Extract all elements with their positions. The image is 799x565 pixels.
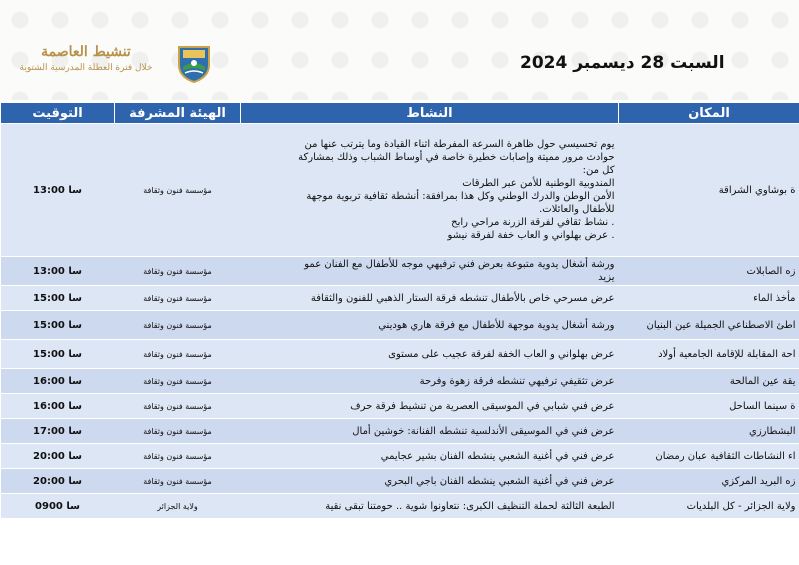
brand-subtitle: خلال فترة العطلة المدرسية الشتوية	[19, 63, 153, 73]
activity-line: ورشة أشغال يدوية متبوعة بعرض فني ترفيهي موجه للأطفال مع الفنان عمو	[304, 259, 615, 270]
table-row	[1, 419, 799, 444]
activity-line: عرض فني في أغنية الشعبي ينشطه الفنان باجي البحري	[384, 475, 615, 487]
organizer-cell: مؤسسة فنون وثقافة	[115, 340, 241, 369]
brand-title: تنشيط العاصمة	[41, 44, 131, 60]
activity-line: يزيد	[598, 272, 615, 283]
table-row	[1, 311, 799, 340]
activity-line: الطبعة الثالثة لحملة التنظيف الكبرى: نتعاونوا شوية .. حومتنا تبقى نقية	[325, 500, 615, 512]
table-row	[1, 394, 799, 419]
activity-line: المندوبية الوطنية للأمن عبر الطرقات	[462, 178, 615, 189]
time-cell: 16:00 سا	[1, 394, 115, 419]
place-cell: احة المقابلة للإقامة الجامعية أولاد	[619, 340, 799, 369]
place-cell: زه الصابلات	[619, 257, 799, 286]
activity-line: كل من:	[582, 165, 615, 176]
activity-line: عرض تثقيفي ترفيهي تنشطه فرقة زهوة وفرحة	[419, 375, 615, 387]
table-row	[1, 286, 799, 311]
activity-line: عرض مسرحي خاص بالأطفال تنشطه فرقة الستار الذهبي للفنون والثقافة	[310, 292, 615, 304]
table-row	[1, 369, 799, 394]
activity-line: عرض فني في أغنية الشعبي ينشطه الفنان بشير عجايمي	[380, 450, 615, 462]
table-row	[1, 340, 799, 369]
activity-line: للأطفال والعائلات.	[539, 204, 615, 215]
organizer-cell: ولاية الجزائر	[115, 494, 241, 519]
organizer-cell: مؤسسة فنون وثقافة	[115, 124, 241, 257]
time-cell: 13:00 سا	[1, 257, 115, 286]
organizer-cell: مؤسسة فنون وثقافة	[115, 257, 241, 286]
activity-line: عرض فني في الموسيقى الأندلسية تنشطه الفنانة: خوشين أمال	[352, 425, 615, 437]
activity-cell	[241, 369, 619, 394]
place-cell: زه البريد المركزي	[619, 469, 799, 494]
time-cell: 15:00 سا	[1, 286, 115, 311]
activity-line: ورشة أشغال يدوية موجهة للأطفال مع فرقة هاري هوديني	[378, 319, 615, 331]
activity-line: عرض فني شبابي في الموسيقى العصرية من تنشيط فرقة حرف	[350, 400, 615, 412]
time-cell: 13:00 سا	[1, 124, 115, 257]
activity-cell	[241, 494, 619, 519]
time-cell: 17:00 سا	[1, 419, 115, 444]
table-row	[1, 494, 799, 519]
table-row	[1, 469, 799, 494]
place-cell: يقة عين المالحة	[619, 369, 799, 394]
place-cell: مأخذ الماء	[619, 286, 799, 311]
activity-line: الأمن الوطن والدرك الوطني وكل هذا بمرافقة: أنشطة ثقافية تربوية موجهة	[306, 191, 615, 202]
schedule-body	[1, 124, 799, 519]
table-row	[1, 124, 799, 257]
activity-cell	[241, 124, 619, 257]
column-header-place: المكان	[619, 103, 799, 124]
activity-cell	[241, 444, 619, 469]
organizer-cell: مؤسسة فنون وثقافة	[115, 444, 241, 469]
place-cell: اطئ الاصطناعي الجميلة عين البنيان	[619, 311, 799, 340]
activity-line: يوم تحسيسي حول ظاهرة السرعة المفرطة اثناء القيادة وما يترتب عنها من	[304, 139, 615, 150]
activity-cell	[241, 340, 619, 369]
time-cell: 16:00 سا	[1, 369, 115, 394]
organizer-cell: مؤسسة فنون وثقافة	[115, 286, 241, 311]
place-cell: البشطارزي	[619, 419, 799, 444]
place-cell: ة سينما الساحل	[619, 394, 799, 419]
time-cell: 20:00 سا	[1, 469, 115, 494]
place-cell: ولاية الجزائر - كل البلديات	[619, 494, 799, 519]
algiers-emblem-icon	[175, 43, 213, 83]
table-row	[1, 257, 799, 286]
place-cell: اء النشاطات الثقافية عبان رمضان	[619, 444, 799, 469]
organizer-cell: مؤسسة فنون وثقافة	[115, 419, 241, 444]
activity-line: . عرض بهلواني و العاب خفة لفرقة نيشو	[447, 230, 615, 241]
column-header-organizer: الهيئة المشرفة	[115, 103, 241, 124]
column-header-time: التوقيت	[1, 103, 115, 124]
table-row	[1, 444, 799, 469]
schedule-table	[0, 102, 799, 519]
activity-cell	[241, 394, 619, 419]
table-header-row	[1, 103, 799, 124]
place-cell: ة بوشاوي الشراقة	[619, 124, 799, 257]
column-header-activity: النشاط	[241, 103, 619, 124]
brand-block	[6, 44, 166, 73]
organizer-cell: مؤسسة فنون وثقافة	[115, 369, 241, 394]
activity-line: عرض بهلواني و العاب الخفة لفرقة عجيب على مستوى	[388, 348, 615, 360]
activity-cell	[241, 311, 619, 340]
activity-line: حوادث مرور مميتة وإصابات خطيرة خاصة في أوساط الشباب وذلك بمشاركة	[298, 152, 615, 163]
time-cell: 15:00 سا	[1, 311, 115, 340]
activity-cell	[241, 469, 619, 494]
organizer-cell: مؤسسة فنون وثقافة	[115, 311, 241, 340]
time-cell: 20:00 سا	[1, 444, 115, 469]
time-cell: 09سا 00	[1, 494, 115, 519]
organizer-cell: مؤسسة فنون وثقافة	[115, 394, 241, 419]
activity-cell	[241, 286, 619, 311]
time-cell: 15:00 سا	[1, 340, 115, 369]
activity-line: . نشاط ثقافي لفرقة الزرنة مراحي رابح	[451, 217, 615, 228]
page-title: السبت 28 ديسمبر 2024	[520, 53, 725, 73]
organizer-cell: مؤسسة فنون وثقافة	[115, 469, 241, 494]
activity-cell	[241, 419, 619, 444]
activity-cell	[241, 257, 619, 286]
